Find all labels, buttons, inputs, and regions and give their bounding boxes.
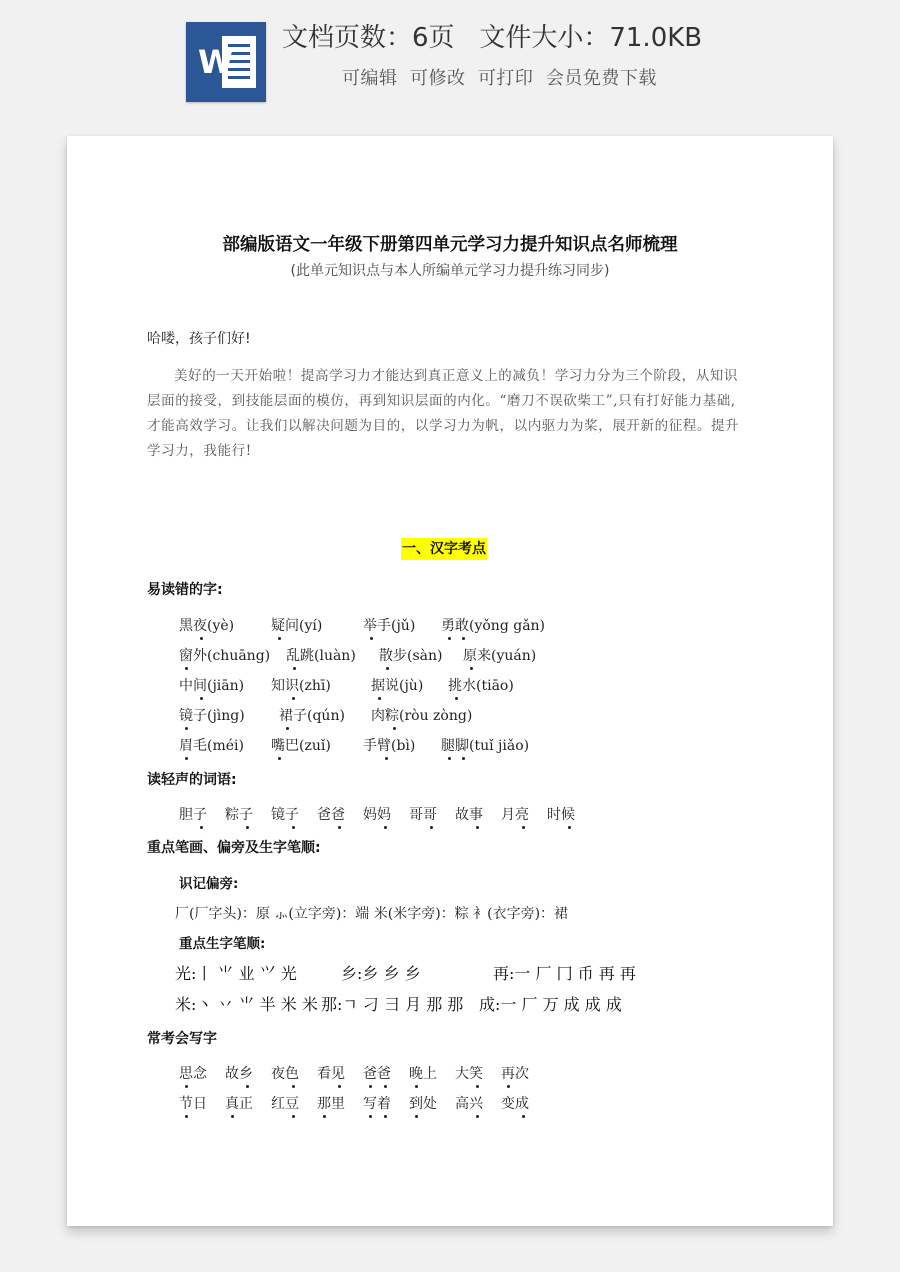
- emphasis-dot: [415, 1115, 418, 1118]
- word-document-icon: [186, 22, 266, 102]
- file-size: 文件大小：71.0KB: [479, 23, 703, 53]
- common-writing-word: 思念: [179, 1066, 207, 1082]
- misread-word: 嘴巴(zuǐ): [271, 738, 331, 754]
- document-page: [67, 136, 833, 1226]
- emphasis-dot: [455, 697, 458, 700]
- emphasis-dot: [522, 1115, 525, 1118]
- radicals-line: 厂(厂字头)：原 ⺗(立字旁)：端 米(米字旁)：粽 衤(衣字旁)：裙: [175, 906, 569, 922]
- emphasis-dot: [385, 757, 388, 760]
- emphasis-dot: [386, 667, 389, 670]
- emphasis-dot: [369, 1085, 372, 1088]
- emphasis-dot: [462, 637, 465, 640]
- emphasis-dot: [292, 826, 295, 829]
- emphasis-dot: [370, 637, 373, 640]
- common-writing-word: 大笑: [455, 1066, 483, 1082]
- header-banner: [0, 0, 900, 120]
- emphasis-dot: [448, 757, 451, 760]
- misread-word: 举手(jǔ): [363, 618, 416, 634]
- emphasis-dot: [231, 1115, 234, 1118]
- emphasis-dot: [522, 826, 525, 829]
- stroke-order-item: 成:一 厂 万 成 成 成: [479, 995, 622, 1014]
- emphasis-dot: [568, 826, 571, 829]
- common-writing-word: 那里: [317, 1096, 345, 1112]
- emphasis-dot: [286, 727, 289, 730]
- document-title: 部编版语文一年级下册第四单元学习力提升知识点名师梳理: [222, 235, 678, 255]
- emphasis-dot: [185, 757, 188, 760]
- misread-word: 勇敢(yǒng gǎn): [441, 618, 546, 634]
- common-writing-word: 变成: [501, 1096, 529, 1112]
- emphasis-dot: [185, 667, 188, 670]
- neutral-tone-word: 月亮: [501, 807, 529, 823]
- misread-word: 镜子(jìng): [179, 708, 245, 724]
- emphasis-dot: [278, 637, 281, 640]
- emphasis-dot: [378, 697, 381, 700]
- stroke-order-item: 乡:乡 乡 乡: [341, 964, 421, 983]
- common-writing-word: 真正: [225, 1096, 253, 1112]
- intro-paragraph: 美好的一天开始啦！提高学习力才能达到真正意义上的减负！学习力分为三个阶段，从知识层面的接受，到技能层面的模仿，再到知识层面的内化。“磨刀不误砍柴工”,只有打好能力基础,才能高效学习。让我们以解决问题为目的，以学习力为帆，以内驱力为桨，展开新的征程。提升学习力，我能行!: [147, 368, 740, 459]
- emphasis-dot: [393, 727, 396, 730]
- file-meta: [282, 20, 702, 56]
- common-writing-heading: 常考会写字: [147, 1031, 217, 1047]
- misread-word: 散步(sàn): [379, 648, 443, 664]
- emphasis-dot: [338, 826, 341, 829]
- radicals-heading: 识记偏旁:: [179, 876, 239, 892]
- emphasis-dot: [292, 1115, 295, 1118]
- emphasis-dot: [448, 637, 451, 640]
- stroke-order-item: 那:ㄱ 刁 彐 月 那 那: [321, 995, 464, 1014]
- misread-word: 原来(yuán): [463, 648, 537, 664]
- neutral-tone-word: 镜子: [271, 807, 299, 823]
- misread-word: 眉毛(méi): [179, 738, 244, 754]
- emphasis-dot: [476, 826, 479, 829]
- emphasis-dot: [185, 1085, 188, 1088]
- misread-word: 中间(jiān): [179, 678, 245, 694]
- emphasis-dot: [338, 1085, 341, 1088]
- misread-word: 窗外(chuāng): [179, 648, 271, 664]
- emphasis-dot: [384, 1085, 387, 1088]
- emphasis-dot: [246, 826, 249, 829]
- common-writing-word: 红豆: [271, 1096, 299, 1112]
- stroke-order-item: 米:丶 丷 ⺌ 半 米 米: [175, 995, 318, 1014]
- emphasis-dot: [292, 697, 295, 700]
- emphasis-dot: [476, 1115, 479, 1118]
- emphasis-dot: [185, 727, 188, 730]
- stroke-order-item: 光:丨 ⺌ 业 ⺍ 光: [175, 964, 297, 983]
- emphasis-dot: [476, 1085, 479, 1088]
- emphasis-dot: [323, 1115, 326, 1118]
- misread-word: 知识(zhī): [271, 678, 331, 694]
- word-icon-letter: W: [198, 43, 234, 81]
- common-writing-word: 到处: [409, 1096, 437, 1112]
- emphasis-dot: [185, 1115, 188, 1118]
- common-writing-word: 再次: [501, 1066, 529, 1082]
- common-writing-word: 写着: [363, 1096, 391, 1112]
- emphasis-dot: [430, 826, 433, 829]
- stroke-order-item: 再:一 厂 冂 币 再 再: [493, 964, 636, 983]
- page-count: 文档页数：6页: [282, 23, 455, 53]
- neutral-tone-word: 妈妈: [363, 807, 391, 823]
- common-writing-word: 夜色: [271, 1066, 299, 1082]
- document-subtitle: (此单元知识点与本人所编单元学习力提升练习同步): [290, 263, 610, 279]
- greeting: 哈喽，孩子们好!: [147, 331, 251, 347]
- misread-word: 腿脚(tuǐ jiǎo): [441, 738, 530, 754]
- misread-word: 挑水(tiāo): [448, 678, 514, 694]
- neutral-tone-heading: 读轻声的词语:: [147, 772, 237, 788]
- neutral-tone-word: 故事: [455, 807, 483, 823]
- emphasis-dot: [200, 637, 203, 640]
- neutral-tone-word: 爸爸: [317, 807, 345, 823]
- misread-word: 黑夜(yè): [179, 618, 235, 634]
- emphasis-dot: [292, 1085, 295, 1088]
- emphasis-dot: [369, 1115, 372, 1118]
- emphasis-dot: [200, 697, 203, 700]
- emphasis-dot: [470, 667, 473, 670]
- emphasis-dot: [293, 667, 296, 670]
- section-heading: 一、汉字考点: [401, 538, 487, 560]
- misread-word: 手臂(bì): [363, 738, 416, 754]
- emphasis-dot: [278, 757, 281, 760]
- emphasis-dot: [246, 1085, 249, 1088]
- neutral-tone-word: 哥哥: [409, 807, 437, 823]
- common-writing-word: 看见: [317, 1066, 345, 1082]
- emphasis-dot: [462, 757, 465, 760]
- misread-word: 疑问(yí): [271, 618, 323, 634]
- emphasis-dot: [384, 826, 387, 829]
- neutral-tone-word: 胆子: [179, 807, 207, 823]
- misread-word: 据说(jù): [371, 678, 424, 694]
- common-writing-word: 晚上: [409, 1066, 437, 1082]
- neutral-tone-word: 粽子: [225, 807, 253, 823]
- easy-misread-heading: 易读错的字:: [147, 582, 223, 598]
- misread-word: 乱跳(luàn): [286, 648, 356, 664]
- emphasis-dot: [507, 1085, 510, 1088]
- misread-word: 肉粽(ròu zòng): [371, 708, 473, 724]
- stroke-order-heading: 重点生字笔顺:: [179, 936, 266, 952]
- common-writing-word: 节日: [179, 1096, 207, 1112]
- emphasis-dot: [415, 1085, 418, 1088]
- common-writing-word: 故乡: [225, 1066, 253, 1082]
- neutral-tone-word: 时候: [547, 807, 575, 823]
- strokes-heading: 重点笔画、偏旁及生字笔顺:: [147, 840, 321, 856]
- common-writing-word: 爸爸: [363, 1066, 391, 1082]
- emphasis-dot: [200, 826, 203, 829]
- misread-word: 裙子(qún): [279, 708, 345, 724]
- common-writing-word: 高兴: [455, 1096, 483, 1112]
- feature-list: 可编辑 可修改 可打印 会员免费下载: [342, 68, 657, 89]
- emphasis-dot: [384, 1115, 387, 1118]
